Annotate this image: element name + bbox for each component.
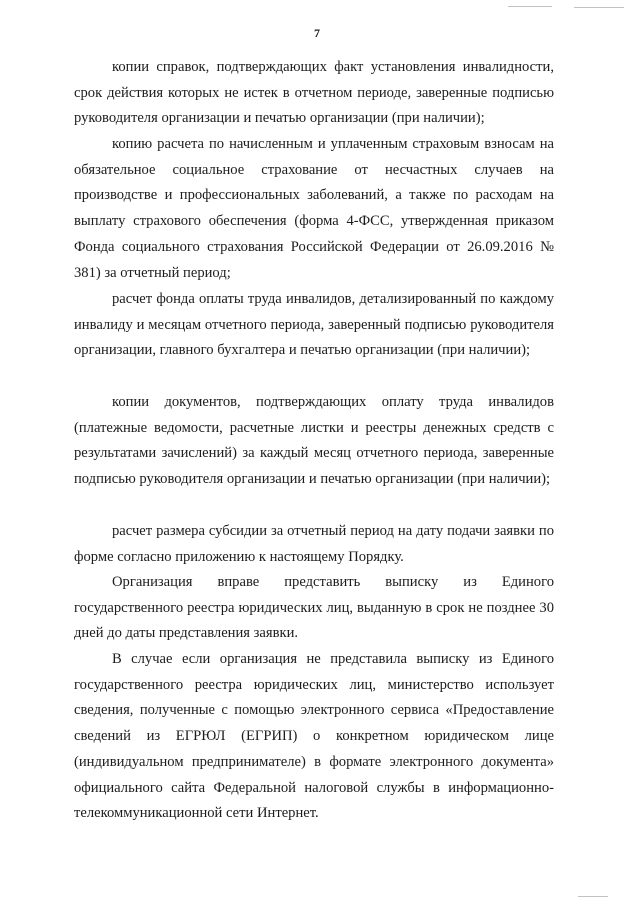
paragraph-4fss-calculation: копию расчета по начисленным и уплаченным страховым взносам на обязательное социальное страхование от несчастных случаев на производстве и профессиональных заболеваний, а также по расходам на выплату страхового обеспечения (форма 4-ФСС, утвержденная приказом Фонда социального страхования Российской Федерации от 26.09.2016 № 381) за отчетный период; — [74, 136, 554, 281]
scan-artifact — [574, 7, 624, 8]
paragraph-disability-certificates: копии справок, подтверждающих факт установления инвалидности, срок действия которых не истек в отчетном периоде, заверенные подписью руководителя организации и печатью организации (при наличии); — [74, 59, 554, 127]
paragraph-subsidy-calculation: расчет размера субсидии за отчетный период на дату подачи заявки по форме согласно приложению к настоящему Порядку. — [74, 523, 554, 565]
paragraph-egrul-service: В случае если организация не представила выписку из Единого государственного реестра юридических лиц, министерство использует сведения, полученные с помощью электронного сервиса «Предоставление сведений из ЕГРЮЛ (ЕГРИП) о конкретном юридическом лице (индивидуальном предпринимателе) в формате электронного документа» официального сайта Федеральной налоговой службы в информационно-телекоммуникационной сети Интернет. — [74, 651, 554, 822]
page-number: 7 — [314, 26, 320, 40]
paragraph-egrul-extract: Организация вправе представить выписку из Единого государственного реестра юридических лиц, выданную в срок не позднее 30 дней до даты представления заявки. — [74, 574, 554, 642]
scan-artifact — [578, 896, 608, 897]
paragraph-payroll-calculation: расчет фонда оплаты труда инвалидов, детализированный по каждому инвалиду и месяцам отчетного периода, заверенный подписью руководителя организации, главного бухгалтера и печатью организации (при наличии); — [74, 291, 554, 359]
scan-artifact — [508, 6, 552, 7]
paragraph-payment-documents: копии документов, подтверждающих оплату труда инвалидов (платежные ведомости, расчетные листки и реестры денежных средств с результатами зачислений) за каждый месяц отчетного периода, заверенные подписью руководителя организации и печатью организации (при наличии); — [74, 394, 554, 488]
